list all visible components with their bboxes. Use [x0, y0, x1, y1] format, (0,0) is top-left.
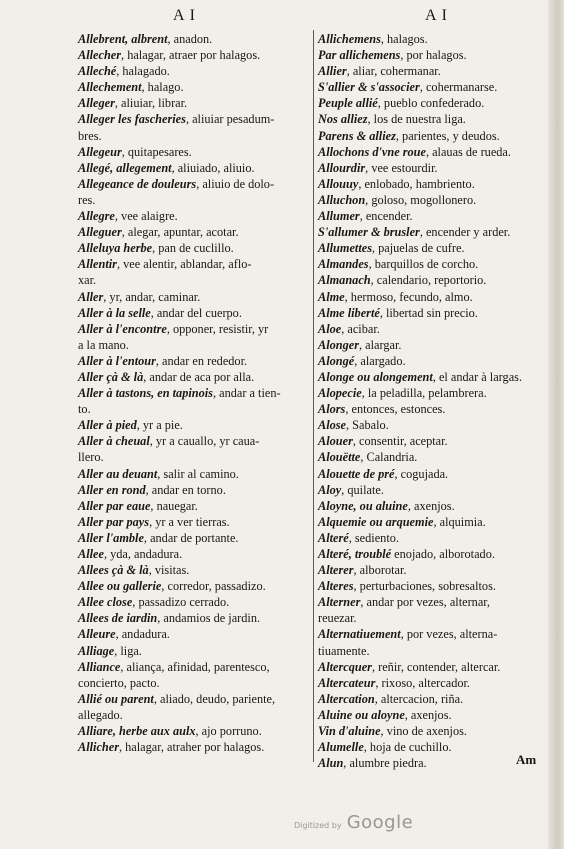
entry-definition: , pueblo confederado. — [377, 96, 485, 111]
entry-definition: , calendario, reportorio. — [370, 273, 487, 288]
entry-definition: , aliar, cohermanar. — [346, 64, 441, 79]
dictionary-entry — [318, 530, 544, 546]
entry-definition: , axenjos. — [404, 707, 452, 722]
dictionary-entry — [78, 643, 310, 659]
entry-continuation: reuezar. — [318, 611, 357, 626]
entry-headword: Aller à l'entour — [78, 353, 156, 368]
dictionary-entry — [318, 498, 544, 514]
entry-headword: S'allumer & brusler — [318, 225, 420, 240]
entry-definition: , el andar à largas. — [432, 369, 523, 384]
dictionary-entry — [318, 482, 544, 498]
entry-headword: Nos alliez — [318, 112, 368, 127]
entry-headword: Allumer — [318, 209, 360, 224]
entry-headword: Aloe — [318, 321, 342, 336]
dictionary-entry — [318, 594, 544, 626]
entry-definition: , andar del cuerpo. — [150, 305, 242, 320]
entry-definition: , halagar, atraer por halagos. — [121, 48, 261, 63]
entry-headword: Allentir — [78, 257, 117, 272]
entry-headword: Alterer — [318, 563, 354, 578]
entry-headword: Alterner — [318, 595, 361, 610]
digitized-by-google-watermark — [294, 812, 413, 833]
entry-definition: , cogujada. — [394, 466, 449, 481]
dictionary-entry — [318, 95, 544, 111]
entry-headword: Allegeur — [78, 144, 122, 159]
entry-headword: Allebrent, albrent — [78, 32, 168, 46]
entry-headword: Alleguer — [78, 225, 122, 240]
entry-definition: , halagar, atraher por halagos. — [119, 740, 265, 755]
entry-headword: Alteré, troublé — [318, 547, 392, 561]
entry-definition: , yr a cauallo, yr caua- — [149, 434, 260, 449]
entry-definition: , pan de cuclillo. — [152, 241, 234, 256]
dictionary-entry — [78, 79, 310, 95]
dictionary-entry — [318, 369, 544, 385]
entry-headword: Alouëtte — [318, 450, 361, 465]
dictionary-entry — [318, 144, 544, 160]
entry-definition: , quitapesares. — [121, 144, 192, 159]
dictionary-entry — [318, 111, 544, 127]
entry-headword: Altercquer — [318, 659, 372, 674]
dictionary-entry — [78, 160, 310, 176]
entry-headword: Altercation — [318, 691, 375, 706]
entry-headword: Aloyne, ou aluine — [318, 498, 408, 513]
entry-headword: Allicher — [78, 740, 119, 755]
entry-headword: Allochons d'vne roue — [318, 144, 426, 159]
entry-definition: , quilate. — [341, 482, 384, 497]
dictionary-entry — [318, 626, 544, 658]
page-edge — [548, 0, 564, 849]
entry-definition: , encender. — [359, 209, 413, 224]
entry-headword: Aller l'amble — [78, 530, 144, 545]
dictionary-entry — [318, 128, 544, 144]
entry-definition: , hermoso, fecundo, almo. — [344, 289, 473, 304]
entry-headword: Allechement — [78, 80, 142, 95]
entry-continuation: xar. — [78, 273, 97, 288]
entry-headword: Alteré — [318, 530, 349, 545]
entry-definition: , anadon. — [167, 32, 213, 46]
entry-headword: Alouer — [318, 434, 353, 449]
dictionary-entry — [318, 466, 544, 482]
entry-headword: Aller par eaue — [78, 498, 151, 513]
entry-definition: , aliuiado, aliuio. — [171, 160, 255, 175]
entry-definition: , alauas de rueda. — [425, 144, 511, 159]
entry-definition: , por vezes, alterna- — [400, 627, 498, 642]
dictionary-entry — [318, 739, 544, 755]
entry-headword: Alors — [318, 402, 346, 417]
entry-headword: Allegé, allegement — [78, 160, 172, 175]
entry-headword: S'allier & s'associer — [318, 80, 420, 95]
entry-headword: Aloy — [318, 482, 342, 497]
entry-headword: Alteres — [318, 579, 354, 594]
entry-headword: Allegeance de douleurs — [78, 176, 197, 191]
dictionary-entry — [318, 337, 544, 353]
entry-headword: Almandes — [318, 257, 369, 272]
entry-definition: , enlobado, hambriento. — [358, 176, 475, 191]
dictionary-entry — [78, 111, 310, 143]
entry-definition: , vee alentir, ablandar, aflo- — [116, 257, 252, 272]
entry-definition: , halagado. — [116, 64, 170, 79]
entry-definition: , cohermanarse. — [419, 80, 498, 95]
dictionary-entry — [78, 31, 310, 47]
entry-headword: Alopecie — [318, 386, 362, 401]
entry-headword: Alme — [318, 289, 345, 304]
entry-definition: , parientes, y deudos. — [395, 128, 500, 143]
dictionary-entry — [318, 755, 544, 771]
entry-definition: , alumbre piedra. — [343, 756, 427, 771]
entry-definition: , encender y arder. — [419, 225, 511, 240]
entry-definition: , yr a pie. — [136, 418, 183, 433]
entry-headword: Alose — [318, 418, 347, 433]
entry-headword: Allouuy — [318, 176, 359, 191]
entry-headword: Allichemens — [318, 32, 381, 46]
entry-definition: , axenjos. — [407, 498, 455, 513]
dictionary-entry — [318, 192, 544, 208]
entry-headword: Alun — [318, 756, 344, 771]
entry-definition: , halagos. — [380, 32, 428, 46]
digitized-label: Digitized by — [294, 821, 342, 830]
entry-headword: Alluchon — [318, 192, 366, 207]
column-divider — [313, 30, 314, 762]
dictionary-entry — [318, 79, 544, 95]
dictionary-entry — [318, 514, 544, 530]
entry-definition: , aliado, deudo, pariente, — [153, 691, 276, 706]
entry-definition: , visitas. — [148, 563, 190, 578]
dictionary-entry — [318, 659, 544, 675]
dictionary-entry — [78, 305, 310, 321]
dictionary-entry — [318, 31, 544, 47]
entry-definition: , andar a tien- — [212, 386, 281, 401]
dictionary-entry — [318, 47, 544, 63]
dictionary-entry — [78, 240, 310, 256]
entry-definition: , aliuio de dolo- — [196, 176, 275, 191]
dictionary-entry — [318, 208, 544, 224]
dictionary-entry — [318, 707, 544, 723]
entry-definition: , aliuiar pesadum- — [185, 112, 275, 127]
entry-headword: Allee close — [78, 595, 133, 610]
entry-headword: Peuple allié — [318, 96, 378, 111]
entry-headword: Alonger — [318, 337, 359, 352]
dictionary-entry — [78, 385, 310, 417]
entry-definition: , aliuiar, librar. — [114, 96, 188, 111]
entry-definition: , vee estourdir. — [365, 160, 438, 175]
entry-continuation: concierto, pacto. — [78, 675, 160, 690]
entry-headword: Alleché — [78, 64, 117, 79]
dictionary-entry — [78, 659, 310, 691]
entry-headword: Alliage — [78, 643, 115, 658]
entry-definition: , rixoso, altercador. — [375, 675, 470, 690]
entry-definition: , perturbaciones, sobresaltos. — [353, 579, 496, 594]
dictionary-entry — [318, 224, 544, 240]
entry-definition: , los de nuestra liga. — [367, 112, 466, 127]
entry-definition: , libertad sin precio. — [379, 305, 478, 320]
entry-definition: , andar de portante. — [143, 530, 239, 545]
entry-definition: , yda, andadura. — [103, 547, 183, 561]
entry-continuation: llero. — [78, 450, 104, 465]
dictionary-entry — [318, 160, 544, 176]
dictionary-entry — [318, 385, 544, 401]
entry-definition: , reñir, contender, altercar. — [371, 659, 501, 674]
dictionary-entry — [78, 256, 310, 288]
dictionary-entry — [78, 176, 310, 208]
right-column — [318, 31, 544, 771]
entry-headword: Allees çà & là — [78, 563, 149, 578]
dictionary-entry — [78, 321, 310, 353]
entry-definition: , acibar. — [341, 321, 380, 336]
entry-headword: Aller à pied — [78, 418, 137, 433]
left-column — [78, 31, 310, 755]
entry-headword: Aller par pays — [78, 514, 150, 529]
entry-headword: Allee ou gallerie — [78, 579, 162, 594]
entry-definition: , passadizo cerrado. — [132, 595, 230, 610]
entry-headword: Alliare, herbe aux aulx — [78, 724, 196, 739]
dictionary-entry — [318, 675, 544, 691]
entry-definition: enojado, alborotado. — [391, 547, 495, 561]
dictionary-entry — [318, 578, 544, 594]
entry-headword: Alonge ou alongement — [318, 369, 433, 384]
entry-headword: Aller çà & là — [78, 369, 144, 384]
entry-headword: Allumettes — [318, 241, 372, 256]
entry-definition: , consentir, aceptar. — [352, 434, 448, 449]
dictionary-entry — [78, 369, 310, 385]
entry-definition: , andadura. — [115, 627, 170, 642]
entry-headword: Aller à cheual — [78, 434, 150, 449]
entry-definition: , la peladilla, pelambrera. — [361, 386, 487, 401]
entry-definition: , ajo porruno. — [195, 724, 262, 739]
entry-definition: , por halagos. — [400, 48, 467, 63]
entry-definition: , andar en rededor. — [155, 353, 248, 368]
dictionary-entry — [318, 562, 544, 578]
entry-headword: Allourdir — [318, 160, 366, 175]
entry-headword: Aller à l'encontre — [78, 321, 167, 336]
entry-definition: , Calandria. — [360, 450, 418, 465]
dictionary-entry — [78, 144, 310, 160]
entry-definition: , hoja de cuchillo. — [363, 740, 452, 755]
dictionary-entry — [78, 562, 310, 578]
dictionary-entry — [78, 514, 310, 530]
entry-headword: Alumelle — [318, 740, 364, 755]
dictionary-entry — [318, 176, 544, 192]
entry-definition: , aliança, afinidad, parentesco, — [120, 659, 270, 674]
dictionary-entry — [78, 433, 310, 465]
entry-headword: Allié ou parent — [78, 691, 154, 706]
dictionary-entry — [78, 47, 310, 63]
dictionary-entry — [318, 401, 544, 417]
entry-headword: Alliance — [78, 659, 121, 674]
entry-headword: Aller — [78, 289, 104, 304]
dictionary-entry — [318, 417, 544, 433]
entry-headword: Alongé — [318, 353, 355, 368]
entry-continuation: allegado. — [78, 707, 123, 722]
entry-continuation: to. — [78, 402, 91, 417]
dictionary-entry — [318, 723, 544, 739]
dictionary-entry — [318, 546, 544, 562]
dictionary-entry — [78, 95, 310, 111]
entry-definition: , alborotar. — [353, 563, 407, 578]
dictionary-entry — [318, 691, 544, 707]
dictionary-entry — [318, 240, 544, 256]
dictionary-entry — [318, 63, 544, 79]
entry-definition: , alquimia. — [433, 514, 486, 529]
entry-headword: Allee — [78, 547, 104, 561]
dictionary-entry — [78, 482, 310, 498]
entry-definition: , corredor, passadizo. — [161, 579, 266, 594]
entry-definition: , halago. — [141, 80, 184, 95]
entry-headword: Allecher — [78, 48, 122, 63]
entry-headword: Alleure — [78, 627, 116, 642]
dictionary-entry — [318, 321, 544, 337]
entry-definition: , sediento. — [348, 530, 399, 545]
dictionary-entry — [318, 289, 544, 305]
dictionary-entry — [78, 466, 310, 482]
dictionary-entry — [78, 353, 310, 369]
entry-continuation: res. — [78, 192, 96, 207]
entry-headword: Alquemie ou arquemie — [318, 514, 434, 529]
entry-definition: , andar en torno. — [145, 482, 226, 497]
entry-definition: , andamios de jardin. — [157, 611, 261, 626]
entry-definition: , barquillos de corcho. — [368, 257, 479, 272]
entry-continuation: tiuamente. — [318, 643, 370, 658]
entry-headword: Alouette de pré — [318, 466, 395, 481]
entry-definition: , yr a ver tierras. — [149, 514, 230, 529]
dictionary-entry — [318, 353, 544, 369]
entry-continuation: bres. — [78, 128, 102, 143]
entry-definition: , alegar, apuntar, acotar. — [121, 225, 239, 240]
dictionary-entry — [318, 305, 544, 321]
entry-headword: Alleger les fascheries — [78, 112, 186, 127]
entry-headword: Aller en rond — [78, 482, 146, 497]
entry-definition: , salir al camino. — [157, 466, 239, 481]
dictionary-entry — [78, 530, 310, 546]
entry-definition: , nauegar. — [150, 498, 198, 513]
page-header-right: A I — [425, 7, 448, 24]
entry-headword: Altercateur — [318, 675, 376, 690]
entry-definition: , yr, andar, caminar. — [103, 289, 201, 304]
page-header-left: A I — [173, 7, 196, 24]
dictionary-entry — [78, 208, 310, 224]
entry-headword: Aller à la selle — [78, 305, 151, 320]
entry-definition: , Sabalo. — [346, 418, 389, 433]
entry-headword: Alleluya herbe — [78, 241, 153, 256]
entry-headword: Aller à tastons, en tapinois — [78, 386, 213, 401]
entry-definition: , vino de axenjos. — [380, 724, 467, 739]
dictionary-entry — [78, 224, 310, 240]
entry-headword: Allegre — [78, 209, 115, 224]
entry-definition: , entonces, estonces. — [345, 402, 446, 417]
dictionary-entry — [78, 626, 310, 642]
entry-definition: , goloso, mogollonero. — [365, 192, 477, 207]
dictionary-entry — [78, 289, 310, 305]
entry-definition: , pajuelas de cufre. — [371, 241, 465, 256]
entry-definition: , liga. — [114, 643, 142, 658]
entry-definition: , alargado. — [354, 353, 406, 368]
entry-definition: , alargar. — [359, 337, 402, 352]
dictionary-entry — [318, 433, 544, 449]
entry-headword: Vin d'aluine — [318, 724, 381, 739]
dictionary-entry — [78, 63, 310, 79]
entry-headword: Allees de iardin — [78, 611, 158, 626]
entry-definition: , opponer, resistir, yr — [166, 321, 269, 336]
dictionary-entry — [78, 578, 310, 594]
entry-headword: Aluine ou aloyne — [318, 707, 405, 722]
entry-headword: Aller au deuant — [78, 466, 158, 481]
entry-definition: , altercacion, riña. — [374, 691, 464, 706]
dictionary-entry — [78, 739, 310, 755]
dictionary-entry — [78, 417, 310, 433]
entry-headword: Par allichemens — [318, 48, 401, 63]
entry-headword: Almanach — [318, 273, 371, 288]
entry-headword: Alme liberté — [318, 305, 380, 320]
entry-definition: , andar de aca por alla. — [143, 369, 255, 384]
dictionary-entry — [78, 594, 310, 610]
entry-definition: , andar por vezes, alternar, — [360, 595, 490, 610]
google-logo-text: Google — [346, 812, 414, 833]
entry-continuation: a la mano. — [78, 337, 129, 352]
entry-definition: , vee alaigre. — [114, 209, 178, 224]
entry-headword: Alleger — [78, 96, 115, 111]
dictionary-entry — [78, 610, 310, 626]
dictionary-entry — [318, 272, 544, 288]
entry-headword: Allier — [318, 64, 347, 79]
dictionary-entry — [318, 256, 544, 272]
dictionary-entry — [78, 546, 310, 562]
dictionary-entry — [78, 723, 310, 739]
dictionary-entry — [318, 449, 544, 465]
catchword: Am — [516, 752, 537, 767]
entry-headword: Parens & alliez — [318, 128, 396, 143]
dictionary-entry — [78, 691, 310, 723]
dictionary-entry — [78, 498, 310, 514]
entry-headword: Alternatiuement — [318, 627, 401, 642]
